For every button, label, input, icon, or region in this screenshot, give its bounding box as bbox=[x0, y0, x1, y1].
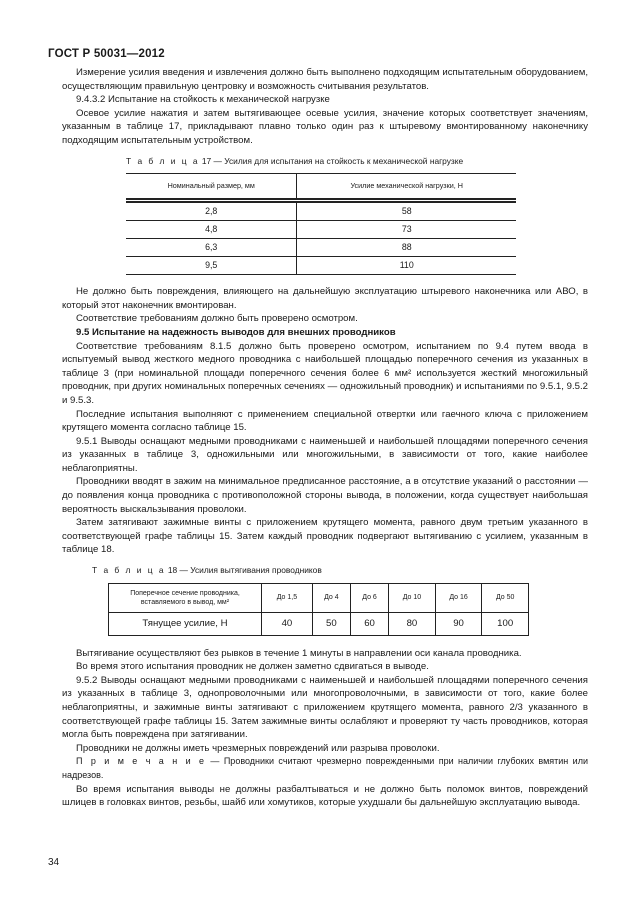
page-number: 34 bbox=[48, 857, 60, 868]
paragraph: Измерение усилия введения и извлечения должно быть выполнено подходящим испытательным оборудованием, осуществляющим правильную центровку и возможность считывания результатов. bbox=[62, 67, 588, 92]
page-content bbox=[62, 66, 588, 810]
paragraph: Проводники вводят в зажим на минимальное предписанное расстояние, а в отсутствие указаний о расстоянии — до появления конца проводника с противоположной стороны вывода, в положении, когда существует наибольшая вероятность выскальзывания проволоки. bbox=[62, 476, 588, 515]
table-cell: 110 bbox=[297, 257, 516, 275]
table-header-cell: Усилие механической нагрузки, Н bbox=[297, 174, 516, 201]
table-row-label: Тянущее усилие, Н bbox=[109, 612, 262, 635]
table-header-cell: До 4 bbox=[312, 583, 350, 612]
section-heading: 9.5 Испытание на надежность выводов для внешних проводников bbox=[76, 326, 396, 338]
paragraph: 9.5.1 Выводы оснащают медными проводниками с наименьшей и наибольшей площадями поперечного сечения из указанных в таблице 3, одножильными или многожильными, в зависимости от того, какие наиболее неблагоприятны. bbox=[62, 435, 588, 474]
table-cell: 88 bbox=[297, 239, 516, 257]
paragraph: Соответствие требованиям 8.1.5 должно быть проверено осмотром, испытанием по 9.4 путем ввода в испытуемый вывод жесткого медного проводника с наибольшей площадью поперечного сечения из указанных в таблице 3 (при номинальной площади поперечного сечения более 6 мм² используется жесткий многожильный проводник, при других номинальных поперечных сечениях — одножильный проводник) и испытаниями по 9.5.1, 9.5.2 и 9.5.3. bbox=[62, 340, 588, 406]
table-header-cell: До 10 bbox=[389, 583, 436, 612]
paragraph: 9.5.2 Выводы оснащают медными проводниками с наименьшей и наибольшей площадями поперечного сечения из указанных в таблице 3, однопроволочными или многопроволочными, в зависимости от того, какие более неблагоприятны, и зажимные винты затягивают с приложением крутящего момента, равного 2/3 указанного в соответствующей графе таблицы 15. Затем зажимные винты ослабляют и проверяют ту часть проводников, которая могла быть повреждена при затягивании. bbox=[62, 674, 588, 741]
paragraph: Соответствие требованиям должно быть проверено осмотром. bbox=[76, 313, 358, 325]
table-header-cell: До 1,5 bbox=[262, 583, 313, 612]
table-cell: 80 bbox=[389, 612, 436, 635]
table-cell: 6,3 bbox=[126, 239, 297, 257]
table-cell: 9,5 bbox=[126, 257, 297, 275]
table-17 bbox=[126, 173, 516, 275]
table-row bbox=[126, 201, 516, 221]
note bbox=[62, 755, 588, 782]
table-header-row bbox=[109, 583, 529, 612]
table-17-caption bbox=[62, 155, 588, 169]
table-cell: 73 bbox=[297, 221, 516, 239]
table-header-cell: До 16 bbox=[435, 583, 482, 612]
table-row bbox=[126, 257, 516, 275]
document-code: ГОСТ Р 50031—2012 bbox=[48, 48, 165, 60]
table-18-caption bbox=[62, 564, 588, 578]
table-caption-text: 18 — Усилия вытягивания проводников bbox=[165, 565, 322, 576]
table-cell: 4,8 bbox=[126, 221, 297, 239]
table-header-cell: До 50 bbox=[482, 583, 529, 612]
table-caption-label: Т а б л и ц а bbox=[126, 155, 200, 166]
table-caption-label: Т а б л и ц а bbox=[92, 565, 166, 576]
table-header-cell: До 6 bbox=[350, 583, 388, 612]
table-cell: 50 bbox=[312, 612, 350, 635]
table-row bbox=[126, 239, 516, 257]
table-header-row bbox=[126, 174, 516, 201]
table-cell: 58 bbox=[297, 201, 516, 221]
subsection-heading: 9.4.3.2 Испытание на стойкость к механической нагрузке bbox=[76, 94, 330, 106]
paragraph: Вытягивание осуществляют без рывков в течение 1 минуты в направлении оси канала проводника. bbox=[76, 647, 522, 659]
table-header-cell: Поперечное сечение проводника, вставляемого в вывод, мм² bbox=[109, 583, 262, 612]
table-row bbox=[109, 612, 529, 635]
paragraph: Осевое усилие нажатия и затем вытягивающее осевые усилия, значение которых соответствует значениям, указанным в таблице 17, прикладывают плавно только один раз к штыревому вмонтированному наконечнику подходящим испытательным устройством. bbox=[62, 107, 588, 146]
note-label: П р и м е ч а н и е bbox=[76, 756, 207, 767]
paragraph: Не должно быть повреждения, влияющего на дальнейшую эксплуатацию штыревого наконечника или АВО, в который этот наконечник вмонтирован. bbox=[62, 286, 588, 311]
paragraph: Во время испытания выводы не должны разбалтываться и не должно быть поломок винтов, повреждений шлицев в головках винтов, резьбы, шайб или хомутиков, которые ухудшали бы дальнейшую эксплуатацию вывода. bbox=[62, 783, 588, 809]
paragraph: Последние испытания выполняют с применением специальной отвертки или гаечного ключа с приложением крутящего момента согласно таблице 15. bbox=[62, 408, 588, 434]
table-cell: 100 bbox=[482, 612, 529, 635]
table-cell: 40 bbox=[262, 612, 313, 635]
table-header-cell: Номинальный размер, мм bbox=[126, 174, 297, 201]
table-caption-text: 17 — Усилия для испытания на стойкость к механической нагрузке bbox=[199, 155, 464, 166]
table-cell: 90 bbox=[435, 612, 482, 635]
paragraph: Затем затягивают зажимные винты с приложением крутящего момента, равного двум третьим указанного в соответствующей графе таблицы 15. Затем каждый проводник подвергают вытягиванию с усилием, указанным в таблице 18. bbox=[62, 517, 588, 556]
note-text: — Проводники считают чрезмерно поврежденными при наличии глубоких вмятин или надрезов. bbox=[62, 756, 588, 780]
table-row bbox=[126, 221, 516, 239]
table-cell: 2,8 bbox=[126, 201, 297, 221]
paragraph: Проводники не должны иметь чрезмерных повреждений или разрыва проволоки. bbox=[76, 742, 440, 754]
paragraph: Во время этого испытания проводник не должен заметно сдвигаться в выводе. bbox=[76, 661, 429, 673]
table-18 bbox=[108, 583, 529, 636]
table-cell: 60 bbox=[350, 612, 388, 635]
